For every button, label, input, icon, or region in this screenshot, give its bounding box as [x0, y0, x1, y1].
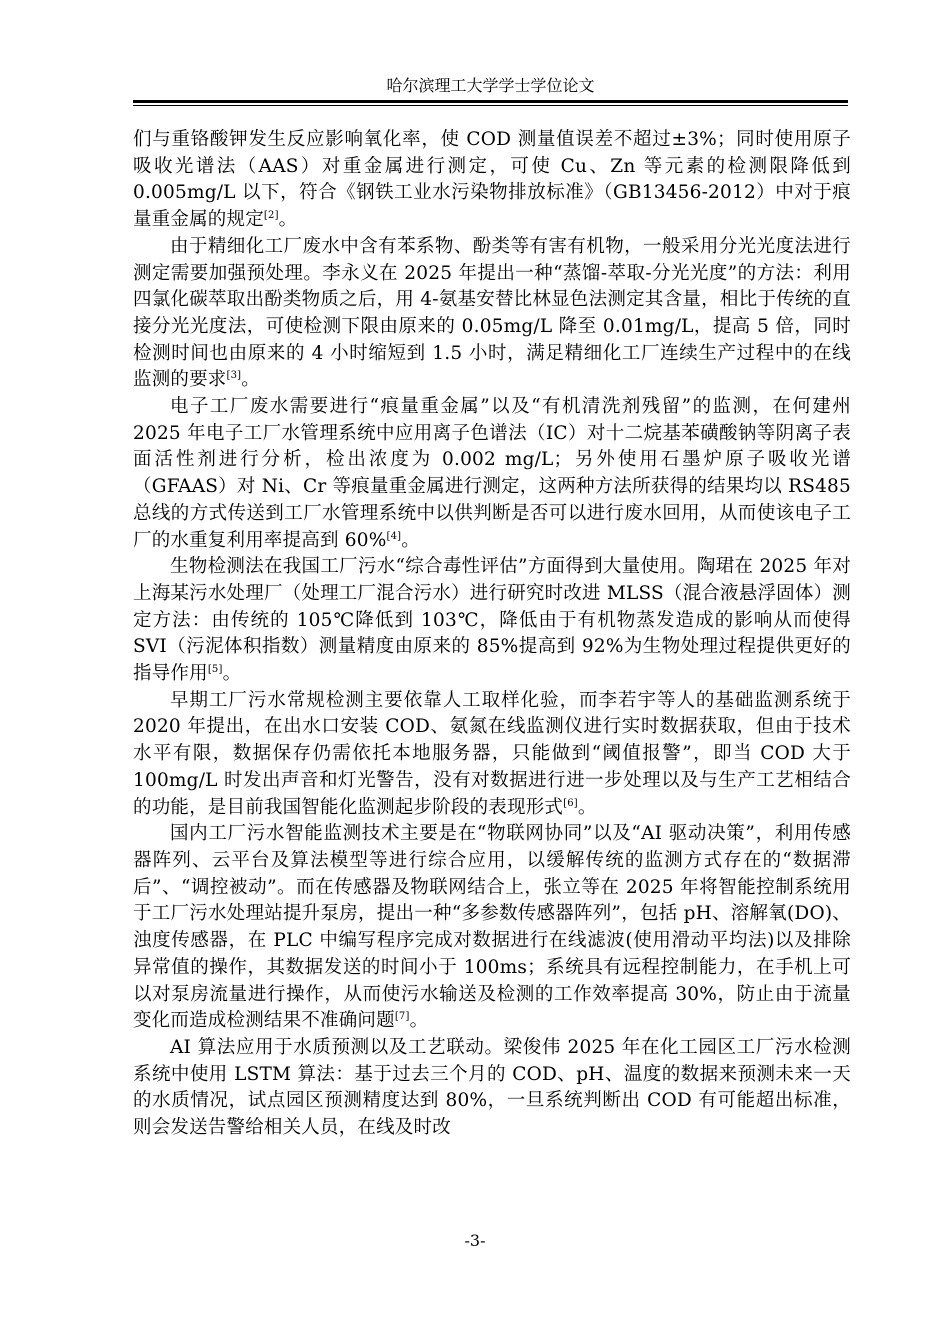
- header-rule-thin: [133, 105, 848, 106]
- running-header: 哈尔滨理工大学学士学位论文: [386, 76, 595, 95]
- paragraph: 生物检测法在我国工厂污水“综合毒性评估”方面得到大量使用。陶珺在 2025 年对上海某污水处理厂（处理工厂混合污水）进行研究时改进 MLSS（混合液悬浮固体）测定方法：由传统的 105℃降低到 103℃，降低由于有机物蒸发造成的影响从而使得 SVI（污泥体积指数）测量精度由原来的 85%提高到 92%为生物处理过程提供更好的指导作用[5]。: [133, 556, 851, 685]
- paragraph: 早期工厂污水常规检测主要依靠人工取样化验，而李若宇等人的基础监测系统于 2020 年提出，在出水口安装 COD、氨氮在线监测仪进行实时数据获取，但由于技术水平有限，数据保存仍需依托本地服务器，只能做到“阈值报警”，即当 COD 大于 100mg/L 时发出声音和灯光警告，没有对数据进行进一步处理以及与生产工艺相结合的功能，是目前我国智能化监测起步阶段的表现形式[6]。: [133, 689, 851, 818]
- paragraph: 国内工厂污水智能监测技术主要是在“物联网协同”以及“AI 驱动决策”，利用传感器阵列、云平台及算法模型等进行综合应用，以缓解传统的监测方式存在的“数据滞后”、“调控被动”。而在传感器及物联网结合上，张立等在 2025 年将智能控制系统用于工厂污水处理站提升泵房，提出一种“多参数传感器阵列”，包括 pH、溶解氧(DO)、浊度传感器，在 PLC 中编写程序完成对数据进行在线滤波(使用滑动平均法)以及排除异常值的操作，其数据发送的时间小于 100ms；系统具有远程控制能力，在手机上可以对泵房流量进行操作，从而使污水输送及检测的工作效率提高 30%，防止由于流量变化而造成检测结果不准确问题[7]。: [133, 823, 851, 1032]
- paragraph: 们与重铬酸钾发生反应影响氧化率，使 COD 测量值误差不超过±3%；同时使用原子吸收光谱法（AAS）对重金属进行测定，可使 Cu、Zn 等元素的检测限降低到 0.005mg/L 以下，符合《钢铁工业水污染物排放标准》（GB13456-2012）中对于痕量重金属的规定[2]。: [133, 129, 851, 231]
- citation: [2]: [263, 209, 279, 221]
- header-rule-thick: [133, 100, 848, 103]
- paragraph: 由于精细化工厂废水中含有苯系物、酚类等有害有机物，一般采用分光光度法进行测定需要加强预处理。李永义在 2025 年提出一种“蒸馏-萃取-分光光度”的方法：利用四氯化碳萃取出酚类物质之后，用 4-氨基安替比林显色法测定其含量，相比于传统的直接分光光度法，可使检测下限由原来的 0.05mg/L 降至 0.01mg/L，提高 5 倍，同时检测时间也由原来的 4 小时缩短到 1.5 小时，满足精细化工厂连续生产过程中的在线监测的要求[3]。: [133, 235, 851, 391]
- paragraph: AI 算法应用于水质预测以及工艺联动。梁俊伟 2025 年在化工园区工厂污水检测系统中使用 LSTM 算法：基于过去三个月的 COD、pH、温度的数据来预测未来一天的水质情况，试点园区预测精度达到 80%，一旦系统判断出 COD 有可能超出标准，则会发送告警给相关人员，在线及时改: [133, 1036, 851, 1139]
- citation: [3]: [226, 370, 242, 382]
- citation: [4]: [386, 530, 402, 542]
- citation: [6]: [563, 797, 578, 809]
- citation: [5]: [207, 663, 223, 675]
- citation: [7]: [394, 1011, 410, 1023]
- page-number: -3-: [464, 1231, 486, 1250]
- paragraph: 电子工厂废水需要进行“痕量重金属”以及“有机清洗剂残留”的监测，在何建州 2025 年电子工厂水管理系统中应用离子色谱法（IC）对十二烷基苯磺酸钠等阴离子表面活性剂进行分析，检出浓度为 0.002 mg/L；另外使用石墨炉原子吸收光谱（GFAAS）对 Ni、Cr 等痕量重金属进行测定，这两种方法所获得的结果均以 RS485 总线的方式传送到工厂水管理系统中以供判断是否可以进行废水回用，从而使该电子工厂的水重复利用率提高到 60%[4]。: [133, 396, 851, 551]
- body-text: [133, 127, 851, 1142]
